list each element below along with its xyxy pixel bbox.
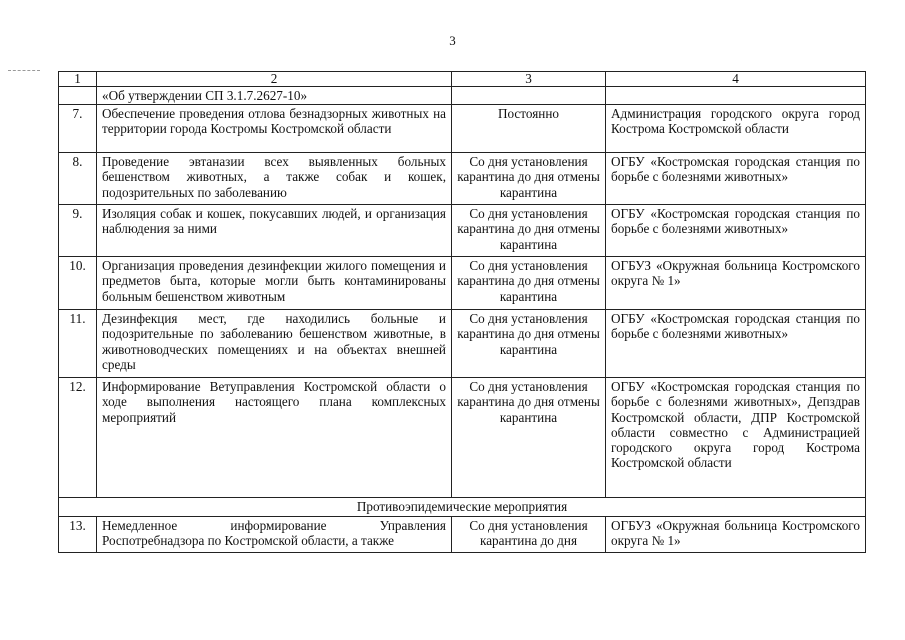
row-number: 8. [59, 153, 97, 205]
column-number-1: 1 [59, 72, 97, 87]
term-cell: Со дня установления карантина до дня отмены карантина [452, 153, 606, 205]
term-cell: Со дня установления карантина до дня отмены карантина [452, 310, 606, 378]
scan-edge-mark [8, 70, 40, 71]
measure-cell: Изоляция собак и кошек, покусавших людей, и организация наблюдения за ними [97, 205, 452, 257]
row-number: 11. [59, 310, 97, 378]
term-cell: Со дня установления карантина до дня отмены карантина [452, 257, 606, 310]
measure-cell: Проведение эвтаназии всех выявленных больных бешенством животных, а также собак и кошек, подозрительных по заболеванию [97, 153, 452, 205]
row-number: 12. [59, 378, 97, 498]
responsible-cell: ОГБУЗ «Окружная больница Костромского округа № 1» [606, 517, 866, 553]
row-number: 7. [59, 105, 97, 153]
measure-cell: Организация проведения дезинфекции жилого помещения и предметов быта, которые могли быть контаминированы больным бешенством животным [97, 257, 452, 310]
continuation-text: «Об утверждении СП 3.1.7.2627-10» [97, 87, 452, 105]
column-number-2: 2 [97, 72, 452, 87]
empty-cell [59, 87, 97, 105]
measure-cell: Обеспечение проведения отлова безнадзорных животных на территории города Костромы Костромской области [97, 105, 452, 153]
row-number: 10. [59, 257, 97, 310]
term-cell: Со дня установления карантина до дня [452, 517, 606, 553]
column-number-4: 4 [606, 72, 866, 87]
responsible-cell: ОГБУ «Костромская городская станция по борьбе с болезнями животных», Депздрав Костромской области, ДПР Костромской области совместно с Администрацией городского округа город Кострома Костромской области [606, 378, 866, 498]
continuation-row [59, 87, 866, 105]
term-cell: Постоянно [452, 105, 606, 153]
responsible-cell: ОГБУ «Костромская городская станция по борьбе с болезнями животных» [606, 153, 866, 205]
table-row [59, 378, 866, 498]
responsible-cell: ОГБУ «Костромская городская станция по борьбе с болезнями животных» [606, 310, 866, 378]
table-row [59, 105, 866, 153]
responsible-cell: ОГБУЗ «Окружная больница Костромского округа № 1» [606, 257, 866, 310]
table-row [59, 205, 866, 257]
section-title: Противоэпидемические мероприятия [59, 498, 866, 517]
section-row [59, 498, 866, 517]
term-cell: Со дня установления карантина до дня отмены карантина [452, 205, 606, 257]
table-row [59, 517, 866, 553]
row-number: 13. [59, 517, 97, 553]
measure-cell: Дезинфекция мест, где находились больные и подозрительные по заболеванию бешенством животные, в животноводческих помещениях и на объектах внешней среды [97, 310, 452, 378]
empty-cell [452, 87, 606, 105]
measure-cell: Информирование Ветуправления Костромской области о ходе выполнения настоящего плана комплексных мероприятий [97, 378, 452, 498]
term-cell: Со дня установления карантина до дня отмены карантина [452, 378, 606, 498]
table-row [59, 153, 866, 205]
column-number-3: 3 [452, 72, 606, 87]
table-header-row [59, 72, 866, 87]
measures-table [58, 71, 866, 553]
responsible-cell: ОГБУ «Костромская городская станция по борьбе с болезнями животных» [606, 205, 866, 257]
empty-cell [606, 87, 866, 105]
measure-cell: Немедленное информирование Управления Роспотребнадзора по Костромской области, а также [97, 517, 452, 553]
table-row [59, 310, 866, 378]
responsible-cell: Администрация городского округа город Кострома Костромской области [606, 105, 866, 153]
page-number: 3 [449, 33, 456, 48]
row-number: 9. [59, 205, 97, 257]
table-row [59, 257, 866, 310]
